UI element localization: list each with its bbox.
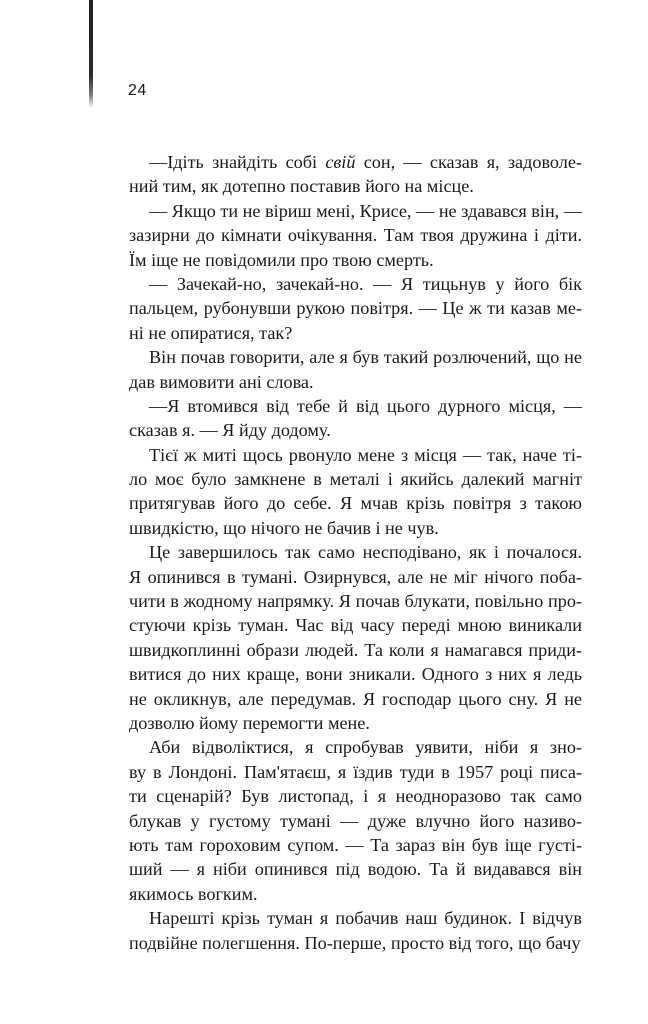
text-line [129,589,582,613]
text-line [129,857,582,881]
text-line [129,711,582,735]
text-line [129,565,582,589]
text-line [129,199,582,223]
text-span: чити в жодному напрямку. Я почав блукати, повільно про- [129,591,582,612]
paragraph [129,906,582,955]
paragraph [129,150,582,199]
text-span: ло моє було замкнене в металі і якийсь далекий магніт [129,469,582,490]
text-span: Їм іще не повідомили про твою смерть. [129,249,434,270]
text-span: дав вимовити ані слова. [129,371,314,392]
page-edge-mark [89,0,93,108]
text-span: Він почав говорити, але я був такий розлючений, що не [149,347,582,368]
text-span: зазирни до кімнати очікування. Там твоя дружина і діти. [129,225,582,246]
text-line [129,174,582,198]
text-line [129,272,582,296]
text-line [129,931,582,955]
text-line [129,638,582,662]
text-span: — Зачекай-но, зачекай-но. — Я тицьнув у його бік [149,273,582,294]
text-line [129,735,582,759]
text-span: ють там гороховим супом. — Та зараз він був іще густі- [129,834,582,855]
text-line [129,784,582,808]
text-span: витися до них краще, вони зникали. Одного з них я ледь [129,664,582,685]
text-span: притягував його до себе. Я мчав крізь повітря з такою [129,493,582,514]
text-line [129,345,582,369]
text-line [129,687,582,711]
text-span: ший — я ніби опинився під водою. Та й видавався він [129,859,582,880]
text-span: якимось вогким. [129,883,258,904]
text-span: пальцем, рубонувши рукою повітря. — Це ж ти казав ме- [129,298,582,319]
text-line [129,613,582,637]
paragraph [129,345,582,394]
text-line [129,760,582,784]
text-line [129,491,582,515]
text-span: швидкоплинні образи людей. Та коли я намагався приди- [129,639,582,660]
text-line [129,443,582,467]
text-span: Аби відволіктися, я спробував уявити, ніби я зно- [149,737,582,758]
text-span: стуючи крізь туман. Час від часу переді мною виникали [129,615,582,636]
text-span: дозволю йому перемогти мене. [129,712,370,733]
text-span: —Я втомився від тебе й від цього дурного місця, — [149,395,582,416]
text-line [129,223,582,247]
page-number: 24 [128,82,147,99]
text-span: Тієї ж миті щось рвонуло мене з місця — так, наче ті- [149,444,582,465]
text-line [129,906,582,930]
text-span: — Якщо ти не віриш мені, Крисе, — не здавався він, — [149,200,582,221]
text-line [129,321,582,345]
text-span: Це завершилось так само несподівано, як і почалося. [149,542,582,563]
text-line [129,467,582,491]
text-span: Я опинився в тумані. Озирнувся, але не міг нічого поба- [129,566,582,587]
text-line [129,809,582,833]
text-line [129,370,582,394]
text-line [129,248,582,272]
text-line [129,662,582,686]
text-span: не окликнув, але передумав. Я господар цього сну. Я не [129,688,582,709]
text-span: сказав я. — Я йду додому. [129,420,331,441]
text-span: ву в Лондоні. Пам'ятаєш, я їздив туди в 1957 році писа- [129,761,582,782]
text-line [129,540,582,564]
text-line [129,150,582,174]
paragraph [129,540,582,735]
paragraph [129,272,582,345]
text-line [129,394,582,418]
body-text [129,150,582,955]
text-line [129,418,582,442]
text-span: ти сценарій? Був листопад, і я неодноразово так само [129,786,582,807]
text-span: сон, — сказав я, задоволе- [355,152,582,172]
text-line [129,882,582,906]
text-line [129,296,582,320]
paragraph [129,443,582,541]
text-line [129,833,582,857]
text-span: блукав у густому тумані — дуже влучно його називо- [129,810,582,831]
text-line [129,516,582,540]
text-span: ні не опиратися, так? [129,322,293,343]
text-span: швидкістю, що нічого не бачив і не чув. [129,517,439,538]
italic-word: свій [325,152,356,172]
text-span: Нарешті крізь туман я побачив наш будинок. І відчув [149,908,582,929]
paragraph [129,394,582,443]
text-span: —Ідіть знайдіть собі [149,152,326,172]
paragraph [129,199,582,272]
paragraph [129,735,582,906]
text-span: подвійне полегшення. По-перше, просто від того, що бачу [129,932,581,953]
text-span: ний тим, як дотепно поставив його на місце. [129,176,474,197]
